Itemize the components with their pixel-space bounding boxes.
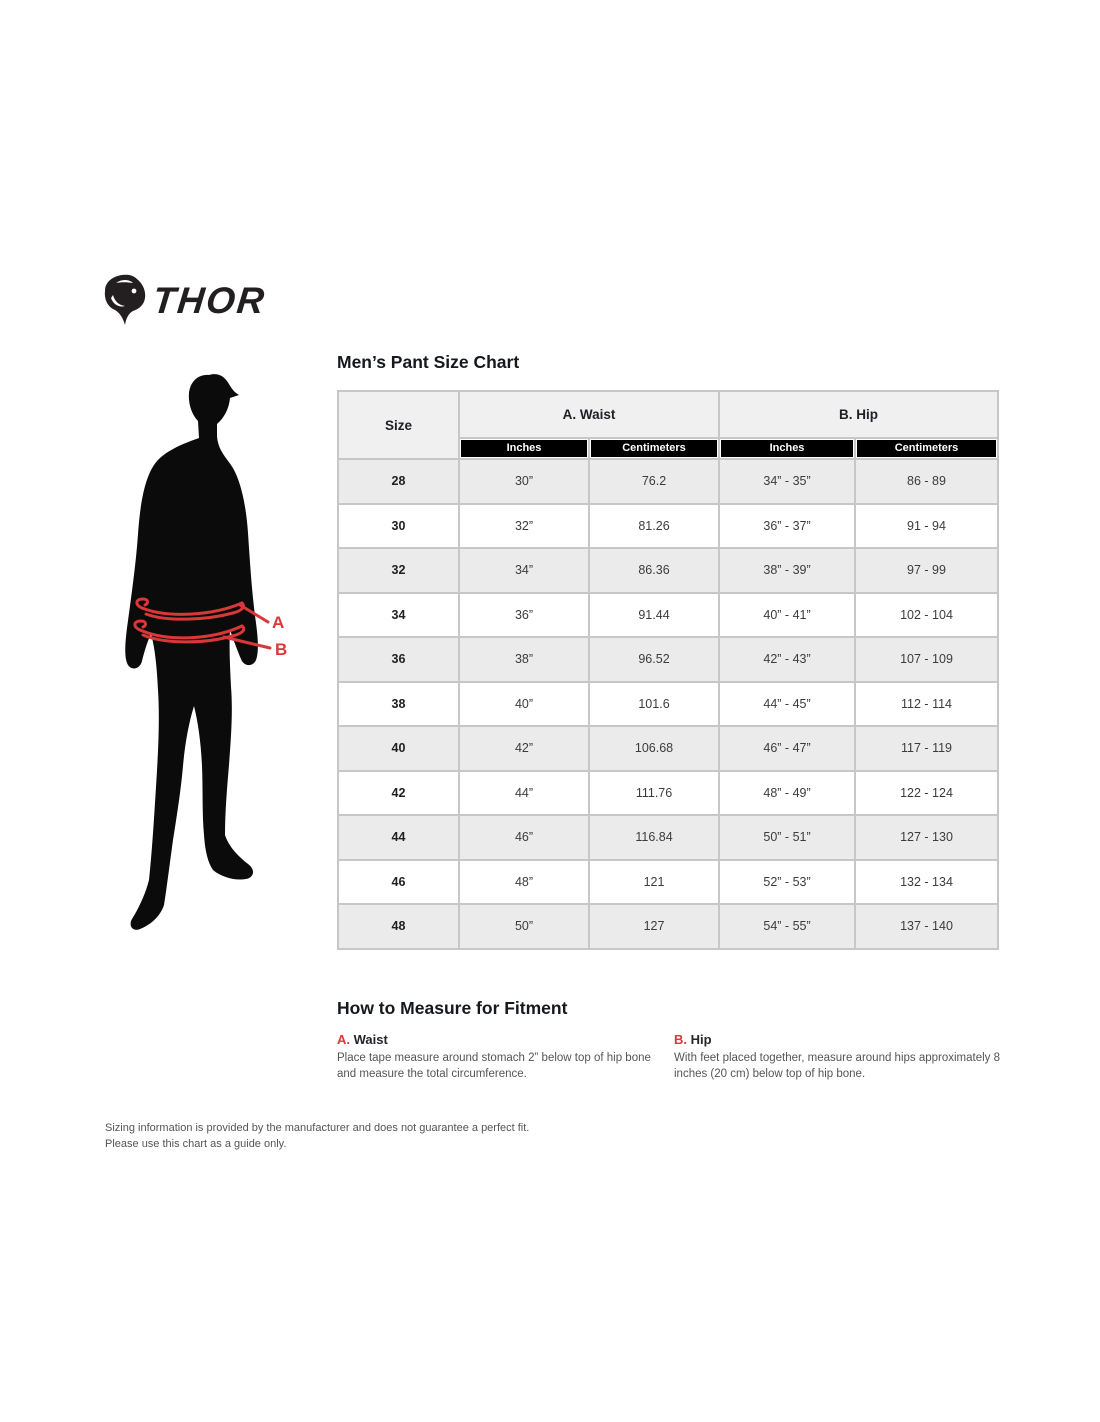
male-silhouette [112, 372, 292, 932]
waist-inches-cell: 30” [459, 459, 589, 504]
waist-centimeters-cell: 96.52 [589, 637, 719, 682]
table-row [338, 682, 998, 727]
waist-centimeters-cell: 121 [589, 860, 719, 905]
measure-hip-name: Hip [690, 1032, 712, 1047]
hip-inches-cell: 38” - 39” [719, 548, 855, 593]
measure-hip-text: With feet placed together, measure around hips approximately 8 inches (20 cm) below top of hip bone. [674, 1052, 1001, 1080]
size-cell: 30 [338, 504, 459, 549]
measure-waist-block [337, 1032, 655, 1082]
measure-waist-text: Place tape measure around stomach 2” below top of hip bone and measure the total circumference. [337, 1052, 651, 1080]
size-cell: 38 [338, 682, 459, 727]
disclaimer-line-1: Sizing information is provided by the manufacturer and does not guarantee a perfect fit. [105, 1122, 530, 1134]
hip-label-b: B [275, 640, 288, 659]
page-title: Men’s Pant Size Chart [337, 352, 520, 372]
waist-centimeters-cell: 81.26 [589, 504, 719, 549]
hip-centimeters-cell: 97 - 99 [855, 548, 998, 593]
table-row [338, 726, 998, 771]
table-row [338, 815, 998, 860]
measure-waist-name: Waist [353, 1032, 388, 1047]
hip-inches-cell: 40” - 41” [719, 593, 855, 638]
hip-inches-cell: 54” - 55” [719, 904, 855, 949]
measure-hip-letter: B. [674, 1032, 687, 1047]
waist-centimeters-cell: 127 [589, 904, 719, 949]
thor-logo [103, 274, 266, 326]
size-cell: 46 [338, 860, 459, 905]
size-cell: 36 [338, 637, 459, 682]
thor-goat-icon [103, 274, 149, 326]
hip-centimeters-cell: 132 - 134 [855, 860, 998, 905]
hip-centimeters-cell: 127 - 130 [855, 815, 998, 860]
table-row [338, 548, 998, 593]
brand-wordmark: THOR [150, 279, 268, 321]
hip-inches-cell: 44” - 45” [719, 682, 855, 727]
waist-inches-cell: 34” [459, 548, 589, 593]
hip-inches-cell: 36” - 37” [719, 504, 855, 549]
hip-inches-cell: 52” - 53” [719, 860, 855, 905]
disclaimer-line-2: Please use this chart as a guide only. [105, 1138, 287, 1150]
size-table [337, 390, 999, 950]
table-row [338, 459, 998, 504]
body-silhouette [125, 374, 258, 930]
waist-inches-cell: 46” [459, 815, 589, 860]
waist-centimeters-cell: 106.68 [589, 726, 719, 771]
hip-centimeters-cell: 91 - 94 [855, 504, 998, 549]
hip-centimeters-cell: 86 - 89 [855, 459, 998, 504]
waist-centimeters-cell: 101.6 [589, 682, 719, 727]
waist-inches-cell: 32” [459, 504, 589, 549]
hip-centimeters-cell: 107 - 109 [855, 637, 998, 682]
table-row [338, 504, 998, 549]
measure-heading: How to Measure for Fitment [337, 998, 568, 1018]
hip-inches-cell: 46” - 47” [719, 726, 855, 771]
measure-waist-label [337, 1032, 655, 1047]
waist-centimeters-cell: 111.76 [589, 771, 719, 816]
hip-inches-cell: 48” - 49” [719, 771, 855, 816]
size-cell: 42 [338, 771, 459, 816]
size-cell: 28 [338, 459, 459, 504]
subheader-hip-centimeters: Centimeters [855, 438, 998, 459]
subheader-waist-centimeters: Centimeters [589, 438, 719, 459]
waist-inches-cell: 38” [459, 637, 589, 682]
waist-inches-cell: 48” [459, 860, 589, 905]
column-header-size: Size [338, 391, 459, 459]
hip-inches-cell: 50” - 51” [719, 815, 855, 860]
size-cell: 32 [338, 548, 459, 593]
table-row [338, 637, 998, 682]
waist-label-a: A [272, 613, 285, 632]
hip-centimeters-cell: 137 - 140 [855, 904, 998, 949]
waist-inches-cell: 50” [459, 904, 589, 949]
table-row [338, 593, 998, 638]
waist-inches-cell: 44” [459, 771, 589, 816]
table-row [338, 860, 998, 905]
size-cell: 44 [338, 815, 459, 860]
hip-inches-cell: 42” - 43” [719, 637, 855, 682]
waist-inches-cell: 36” [459, 593, 589, 638]
hip-centimeters-cell: 117 - 119 [855, 726, 998, 771]
waist-inches-cell: 40” [459, 682, 589, 727]
subheader-hip-inches: Inches [719, 438, 855, 459]
measure-hip-block [674, 1032, 1014, 1082]
hip-inches-cell: 34” - 35” [719, 459, 855, 504]
size-cell: 40 [338, 726, 459, 771]
hip-centimeters-cell: 112 - 114 [855, 682, 998, 727]
measure-waist-letter: A. [337, 1032, 350, 1047]
size-cell: 34 [338, 593, 459, 638]
table-row [338, 771, 998, 816]
hip-centimeters-cell: 102 - 104 [855, 593, 998, 638]
disclaimer [105, 1120, 529, 1152]
waist-centimeters-cell: 91.44 [589, 593, 719, 638]
table-row [338, 904, 998, 949]
waist-centimeters-cell: 86.36 [589, 548, 719, 593]
hip-centimeters-cell: 122 - 124 [855, 771, 998, 816]
waist-centimeters-cell: 116.84 [589, 815, 719, 860]
column-group-waist: A. Waist [459, 391, 719, 438]
measure-hip-label [674, 1032, 1014, 1047]
column-group-hip: B. Hip [719, 391, 998, 438]
waist-inches-cell: 42” [459, 726, 589, 771]
waist-centimeters-cell: 76.2 [589, 459, 719, 504]
subheader-waist-inches: Inches [459, 438, 589, 459]
size-cell: 48 [338, 904, 459, 949]
